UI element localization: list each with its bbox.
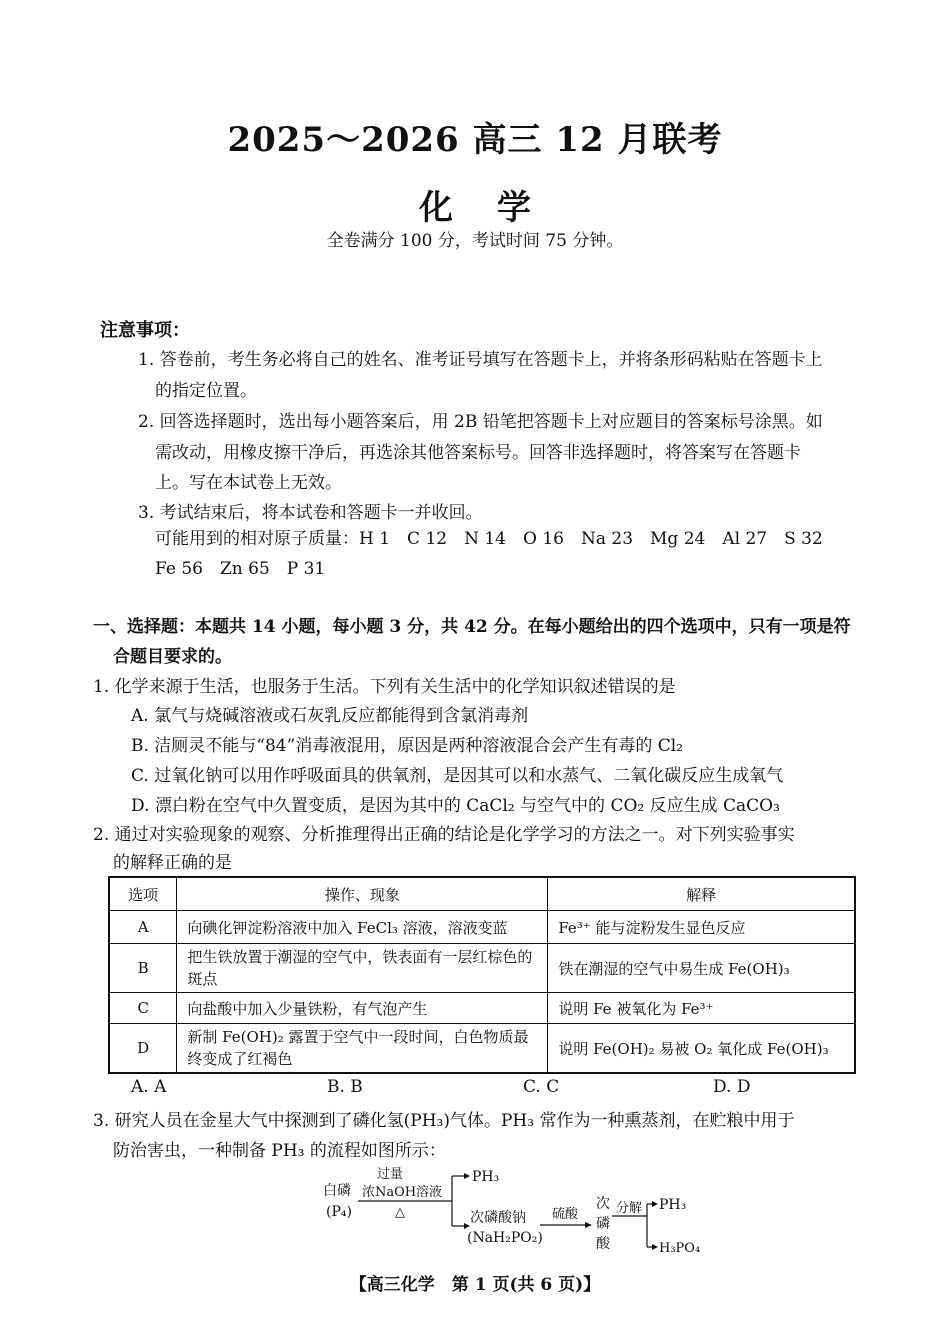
flow-condition: 浓NaOH溶液 [361,1185,443,1200]
notice-line: 1. 答卷前，考生务必将自己的姓名、准考证号填写在答题卡上，并将条形码粘贴在答题卡上 [138,350,823,370]
table-header-row [109,877,855,911]
question-1-option-d: D. 漂白粉在空气中久置变质，是因为其中的 CaCl₂ 与空气中的 CO₂ 反应生成 CaCO₃ [131,796,780,816]
question-1-option-a: A. 氯气与烧碱溶液或石灰乳反应都能得到含氯消毒剂 [131,706,529,726]
question-1-option-b: B. 洁厕灵不能与“84”消毒液混用，原因是两种溶液混合会产生有毒的 Cl₂ [131,736,683,756]
section-heading: 合题目要求的。 [113,647,232,667]
question-2-stem: 2. 通过对实验现象的观察、分析推理得出正确的结论是化学学习的方法之一。对下列实验事实 [93,825,795,845]
question-2-option-b: B. B [327,1077,363,1097]
flow-decomp: 分解 [616,1201,643,1216]
question-2-option-a: A. A [131,1077,167,1097]
table-cell: C [109,993,177,1024]
table-cell: 说明 Fe 被氧化为 Fe³⁺ [548,993,855,1024]
question-2-option-d: D. D [713,1077,751,1097]
question-3-stem: 3. 研究人员在金星大气中探测到了磷化氢(PH₃)气体。PH₃ 常作为一种熏蒸剂，在贮粮中用于 [93,1111,795,1131]
table-header: 操作、现象 [177,877,548,911]
question-1-option-c: C. 过氧化钠可以用作呼吸面具的供氧剂，是因其可以和水蒸气、二氧化碳反应生成氧气 [131,766,784,786]
arrowhead-icon [652,1244,658,1250]
question-2-table [108,876,856,1074]
table-cell: 说明 Fe(OH)₂ 易被 O₂ 氧化成 Fe(OH)₃ [548,1024,855,1074]
notice-line: 需改动，用橡皮擦干净后，再选涂其他答案标号。回答非选择题时，将答案写在答题卡 [155,443,801,463]
table-row [109,993,855,1024]
section-heading: 一、选择题：本题共 14 小题，每小题 3 分，共 42 分。在每小题给出的四个选项中，只有一项是符 [93,617,851,637]
table-cell: 把生铁放置于潮湿的空气中，铁表面有一层红棕色的斑点 [177,944,548,993]
notice-line: 3. 考试结束后，将本试卷和答题卡一并收回。 [138,503,483,523]
notice-line: 上。写在本试卷上无效。 [155,473,342,493]
table-header: 选项 [109,877,177,911]
atomic-mass-line: Fe 56 Zn 65 P 31 [155,559,326,579]
table-cell: 新制 Fe(OH)₂ 露置于空气中一段时间，白色物质最终变成了红褐色 [177,1024,548,1074]
table-row [109,911,855,944]
flow-acid: 磷 [596,1216,610,1232]
table-cell: B [109,944,177,993]
subject-title: 化学 [419,188,575,228]
arrowhead-icon [585,1222,592,1228]
table-cell: D [109,1024,177,1074]
atomic-mass-line: 可能用到的相对原子质量：H 1 C 12 N 14 O 16 Na 23 Mg 24 Al 27 S 32 [155,529,823,549]
flow-intermediate-formula: (NaH₂PO₂) [467,1230,543,1246]
flow-start-formula: (P₄) [326,1204,352,1220]
flow-product-ph3: PH₃ [472,1169,500,1185]
question-1-stem: 1. 化学来源于生活，也服务于生活。下列有关生活中的化学知识叙述错误的是 [93,677,676,697]
table-cell: 铁在潮湿的空气中易生成 Fe(OH)₃ [548,944,855,993]
table-cell: 向盐酸中加入少量铁粉，有气泡产生 [177,993,548,1024]
table-row [109,944,855,993]
flow-product-ph3: PH₃ [659,1197,687,1213]
notice-heading: 注意事项： [100,320,190,341]
table-cell: 向碘化钾淀粉溶液中加入 FeCl₃ 溶液，溶液变蓝 [177,911,548,944]
exam-meta: 全卷满分 100 分，考试时间 75 分钟。 [326,231,624,251]
flow-condition: △ [395,1205,405,1220]
question-2-stem: 的解释正确的是 [113,853,232,873]
exam-title: 2025～2026 高三 12 月联考 [227,120,723,160]
flow-acid: 酸 [596,1236,610,1252]
page-footer: 【高三化学 第 1 页(共 6 页)】 [349,1275,601,1295]
table-cell: Fe³⁺ 能与淀粉发生显色反应 [548,911,855,944]
flow-acid: 次 [596,1196,610,1212]
ph3-flowchart [290,1160,701,1260]
question-3-stem: 防治害虫，一种制备 PH₃ 的流程如图所示： [113,1141,446,1161]
arrowhead-icon [464,1173,470,1179]
table-header: 解释 [548,877,855,911]
table-cell: A [109,911,177,944]
arrowhead-icon [652,1201,658,1207]
flow-start: 白磷 [323,1183,351,1199]
table-row [109,1024,855,1074]
flow-product-h3po4: H₃PO₄ [659,1241,701,1256]
question-2-option-c: C. C [523,1077,560,1097]
flow-reagent: 硫酸 [552,1207,579,1222]
flow-intermediate: 次磷酸钠 [470,1210,526,1226]
notice-line: 2. 回答选择题时，选出每小题答案后，用 2B 铅笔把答题卡上对应题目的答案标号涂黑。如 [138,412,823,432]
notice-line: 的指定位置。 [155,381,257,401]
flow-condition: 过量 [376,1167,404,1182]
